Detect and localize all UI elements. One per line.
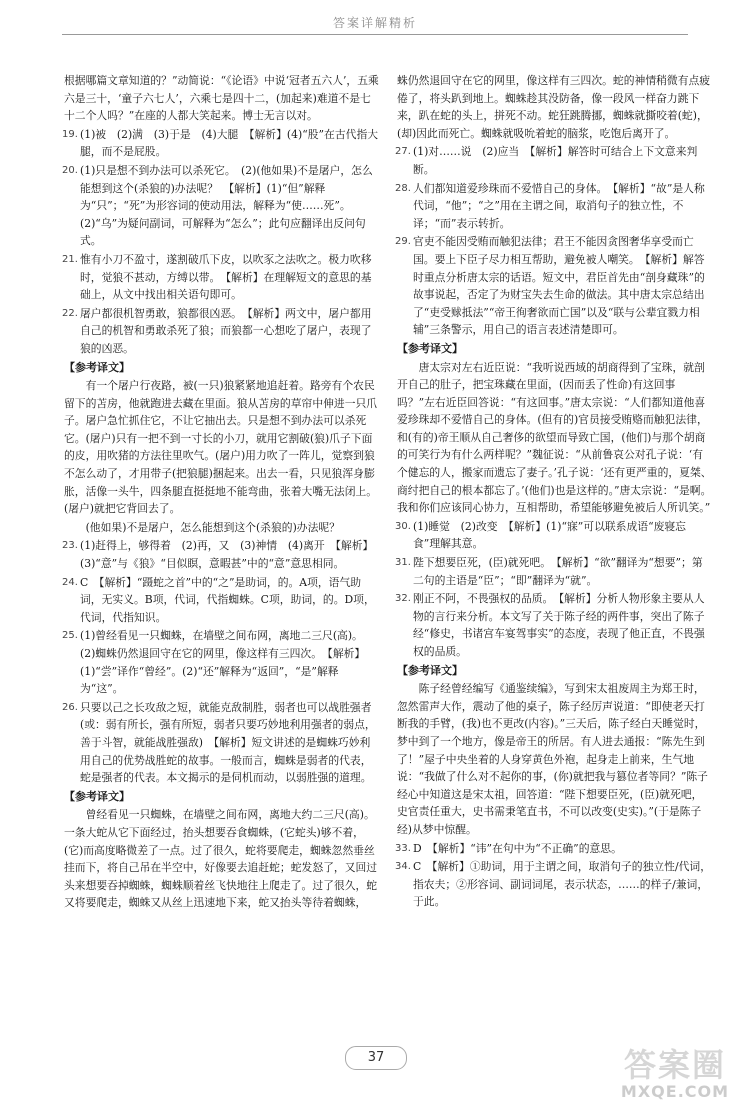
answer-item xyxy=(397,590,712,660)
answer-item xyxy=(397,143,712,178)
answer-number: 26. xyxy=(62,701,78,713)
continued-paragraph: 蛛仍然退回守在它的网里，像这样有三四次。蛇的神情稍微有点疲倦了，将头趴到地上。蜘蛛趁其没防备，像一段风一样奋力跳下来，趴在蛇的头上，拼死不动。蛇狂跳腾挪，蜘蛛就撕咬着(蛇)，(却)因此而死亡。蜘蛛就吸吮着蛇的脑浆，吃饱后离开了。 xyxy=(397,74,711,140)
answer-item xyxy=(397,858,712,911)
answer-item xyxy=(64,627,379,697)
answer-number: 24. xyxy=(62,576,78,588)
answer-item xyxy=(64,126,379,161)
answer-number: 19. xyxy=(62,128,78,140)
header-divider xyxy=(62,34,688,35)
translation-paragraph: (他如果)不是屠户，怎么能想到这个(杀狼的)办法呢？ xyxy=(85,520,340,534)
answer-text: (1)赶得上，够得着 (2)再，又 (3)神情 (4)离开 【解析】(3)“意”与《狼》“目似瞑，意暇甚”中的“意”意思相同。 xyxy=(80,539,374,571)
answer-text: 刚正不阿，不畏强权的品质。 【解析】分析人物形象主要从人物的言行来分析。本文写了关于陈子经的两件事，突出了陈子经“修史，书诸宫车宴驾事实”的态度，表现了他正直，不畏强权的品质。 xyxy=(413,592,705,658)
translation-paragraph: 曾经看见一只蜘蛛，在墙壁之间布网，离地大约二三尺(高)。一条大蛇从它下面经过，抬头想要吞食蜘蛛，(它蛇头)够不着，(它)而高度略微差了一点。过了很久，蛇将要爬走，蜘蛛忽然垂丝挂而下，将自己吊在半空中，好像要去追赶蛇；蛇发怒了，又回过头来想要吞掉蜘蛛，蜘蛛顺着丝飞快地往上爬走了。过了很久，蛇又将要爬走，蜘蛛又从丝上迅速地下来，蛇又抬头等待着蜘蛛， xyxy=(64,808,378,910)
answer-text: 屠户都很机智勇敢，狼都很凶恶。 【解析】两文中，屠户都用自己的机智和勇敢杀死了狼；而狼都一心想吃了屠户，表现了狼的凶恶。 xyxy=(80,306,372,355)
answer-text: C 【解析】①助词，用于主谓之间，取消句子的独立性/代词，指农夫；②形容词、副词词尾，表示状态，……的样子/兼词，于此。 xyxy=(413,860,712,909)
answer-number: 20. xyxy=(62,164,78,176)
answer-text: 人们都知道爱珍珠而不爱惜自己的身体。 【解析】“故”是人称代词，“他”；“之”用在主谓之间，取消句子的独立性，不译；“而”表示转折。 xyxy=(413,181,705,230)
continued-paragraph: 根据哪篇文章知道的？”动简说：“《论语》中说‘冠者五六人’，五乘六是三十，‘童子六七人’，六乘七是四十二，(加起来)难道不是七十二个人吗？”在座的人都大笑起来。博士无言以对。 xyxy=(64,74,379,123)
answer-number: 33. xyxy=(395,842,411,854)
answer-text: 只要以己之长攻敌之短，就能克敌制胜，弱者也可以战胜强者(或：弱有所长，强有所短，弱者只要巧妙地利用强者的弱点，善于斗智，就能战胜强敌) 【解析】短文讲述的是蜘蛛巧妙利用自己的优势战胜蛇的故事。一般而言，蜘蛛是弱者的代表，蛇是强者的代表。本文揭示的是伺机而动，以弱胜强的道理。 xyxy=(80,700,376,785)
answer-number: 34. xyxy=(395,861,411,873)
answer-item xyxy=(397,180,712,233)
translation-paragraph: 陈子经曾经编写《通鉴续编》，写到宋太祖废周主为郑王时，忽然雷声大作，震动了他的桌子，陈子经厉声说道：“即使老天打断我的手臂，(我)也不更改(内容)。”三天后，陈子经白天睡觉时，梦中到了一个地方，像是帝王的所居。有人进去通报：“陈先生到了！”屋子中央坐着的人身穿黄色外袍，起身走上前来，生气地说：“我做了什么对不起你的事，(你)就把我与篡位者等同？”陈子经心中知道这是宋太祖，回答道：“陛下想要臣死，(臣)就死吧，史官责任重大，史书需秉笔直书，不可以改变(史实)。”(于是陈子经)从梦中惊醒。 xyxy=(397,682,708,836)
answer-text: (1)对……说 (2)应当 【解析】解答时可结合上下文意来判断。 xyxy=(413,145,698,176)
section-heading: 【参考译文】 xyxy=(397,341,463,355)
answer-item xyxy=(64,162,379,250)
section-heading: 【参考译文】 xyxy=(397,663,463,677)
section-heading: 【参考译文】 xyxy=(64,789,130,803)
translation-paragraph: 唐太宗对左右近臣说：“我听说西域的胡商得到了宝珠，就剖开自己的肚子，把宝珠藏在里面，(因而丢了性命)有这回事吗？”左右近臣回答说：“有这回事。”唐太宗说：“人们都知道他喜爱珍珠却不爱惜自己的身体。(但有的)官员接受贿赂而触犯法律，和(有的)帝王顺从自己奢侈的欲望而导致亡国，(他们)与那个胡商的可笑行为有什么两样呢？”魏征说：“从前鲁哀公对孔子说：‘有个健忘的人，搬家而遗忘了妻子。’孔子说：‘还有更严重的，夏桀、商纣把自己的根本都忘了。’(他们)也是这样的。”唐太宗说：“是啊。我和你们应该同心协力，互相帮助，希望能够避免被后人所讥笑。” xyxy=(397,360,712,515)
answer-number: 32. xyxy=(395,593,411,605)
watermark-url: MXQE.COM xyxy=(620,1082,730,1101)
answer-item xyxy=(64,574,379,627)
answer-text: (1)只是想不到办法可以杀死它。 (2)(他如果)不是屠户，怎么能想到这个(杀狼的)办法呢？ 【解析】(1)“但”解释为“只”；“死”为形容词的使动用法，解释为“使……死”。(2)“乌”为疑问副词，可解释为“怎么”；此句应翻译出反问句式。 xyxy=(80,163,373,248)
answer-text: 惟有小刀不盈寸，遂割破爪下皮，以吹豕之法吹之。极力吹移时，觉狼不甚动，方缚以带。 【解析】在理解短文的意思的基础上，从文中找出相关语句即可。 xyxy=(80,252,372,302)
left-column xyxy=(64,72,379,1032)
right-column xyxy=(397,72,712,1032)
page-number: 37 xyxy=(345,1046,407,1070)
answer-text: C 【解析】“蹑蛇之首”中的“之”是助词，的。A项，语气助词，无实义。B项，代词，代指蜘蛛。C项，助词，的。D项，代词，代指知识。 xyxy=(80,575,375,624)
answer-number: 23. xyxy=(62,540,78,552)
answer-number: 27. xyxy=(395,146,411,158)
answer-number: 25. xyxy=(62,630,78,642)
answer-number: 29. xyxy=(395,236,411,248)
answer-item xyxy=(397,554,712,589)
answer-number: 31. xyxy=(395,557,411,569)
answer-text: 官吏不能因受贿而触犯法律；君王不能因贪图奢华享受而亡国。要上下臣子尽力相互帮助，避免被人嘲笑。 【解析】解答时重点分析唐太宗的话语。短文中，君臣首先由“剖身藏珠”的故事说起，否定了为财宝失去生命的做法。其中唐太宗总结出了“吏受赇抵法”“帝王徇奢欲而亡国”以及“联与公辈宜戮力相辅”三条警示，用自己的语言表述清楚即可。 xyxy=(413,235,705,337)
answer-text: (1)被 (2)满 (3)于是 (4)大腿 【解析】(4)“股”在古代指大腿，而不是屁股。 xyxy=(80,127,379,159)
answer-item xyxy=(397,233,712,339)
header-title: 答案详解精析 xyxy=(332,16,417,30)
answer-number: 28. xyxy=(395,182,411,194)
translation-paragraph: 有一个屠户行夜路，被(一只)狼紧紧地追赶着。路旁有个农民留下的苫房，他就跑进去藏在里面。狼从苫房的草帘中伸进一只爪子。屠户急忙抓住它，不让它抽出去。只是想不到办法可以杀死它。(屠户)只有一把不到一寸长的小刀，就用它割破(狼)爪子下面的皮，用吹猪的方法往里吹气。(屠户)用力吹了一阵儿，觉察到狼不怎么动了，才用带子(把狼腿)捆起来。出去一看，只见狼浑身膨胀，活像一头牛，四条腿直挺挺地不能弯曲，张着大嘴无法闭上。(屠户)就把它背回去了。 xyxy=(64,379,378,516)
answer-number: 22. xyxy=(62,307,78,319)
answer-text: (1)睡觉 (2)改变 【解析】(1)“寐”可以联系成语“废寝忘食”理解其意。 xyxy=(413,519,686,551)
answer-item xyxy=(64,699,379,787)
answer-text: (1)曾经看见一只蜘蛛，在墙壁之间布网，离地二三尺(高)。 (2)蜘蛛仍然退回守在它的网里，像这样有三四次。 【解析】(1)“尝”译作“曾经”。(2)“还”解释为“返回”，“是”解释为“这”。 xyxy=(80,629,369,696)
answer-item xyxy=(64,251,379,304)
page-header xyxy=(0,0,750,60)
answer-text: D 【解析】“讳”在句中为“不正确”的意思。 xyxy=(413,841,622,855)
answer-item xyxy=(397,840,712,858)
answer-number: 21. xyxy=(62,253,78,265)
answer-item xyxy=(397,518,712,553)
answer-item xyxy=(64,537,379,572)
site-watermark-logo xyxy=(600,1040,750,1110)
answer-item xyxy=(64,305,379,358)
answer-number: 30. xyxy=(395,520,411,532)
answer-text: 陛下想要臣死，(臣)就死吧。 【解析】“欲”翻译为“想要”；第二句的主语是“臣”；“即”翻译为“就”。 xyxy=(413,556,703,587)
section-heading: 【参考译文】 xyxy=(64,360,130,374)
watermark-text: 答案圈 xyxy=(623,1046,726,1084)
